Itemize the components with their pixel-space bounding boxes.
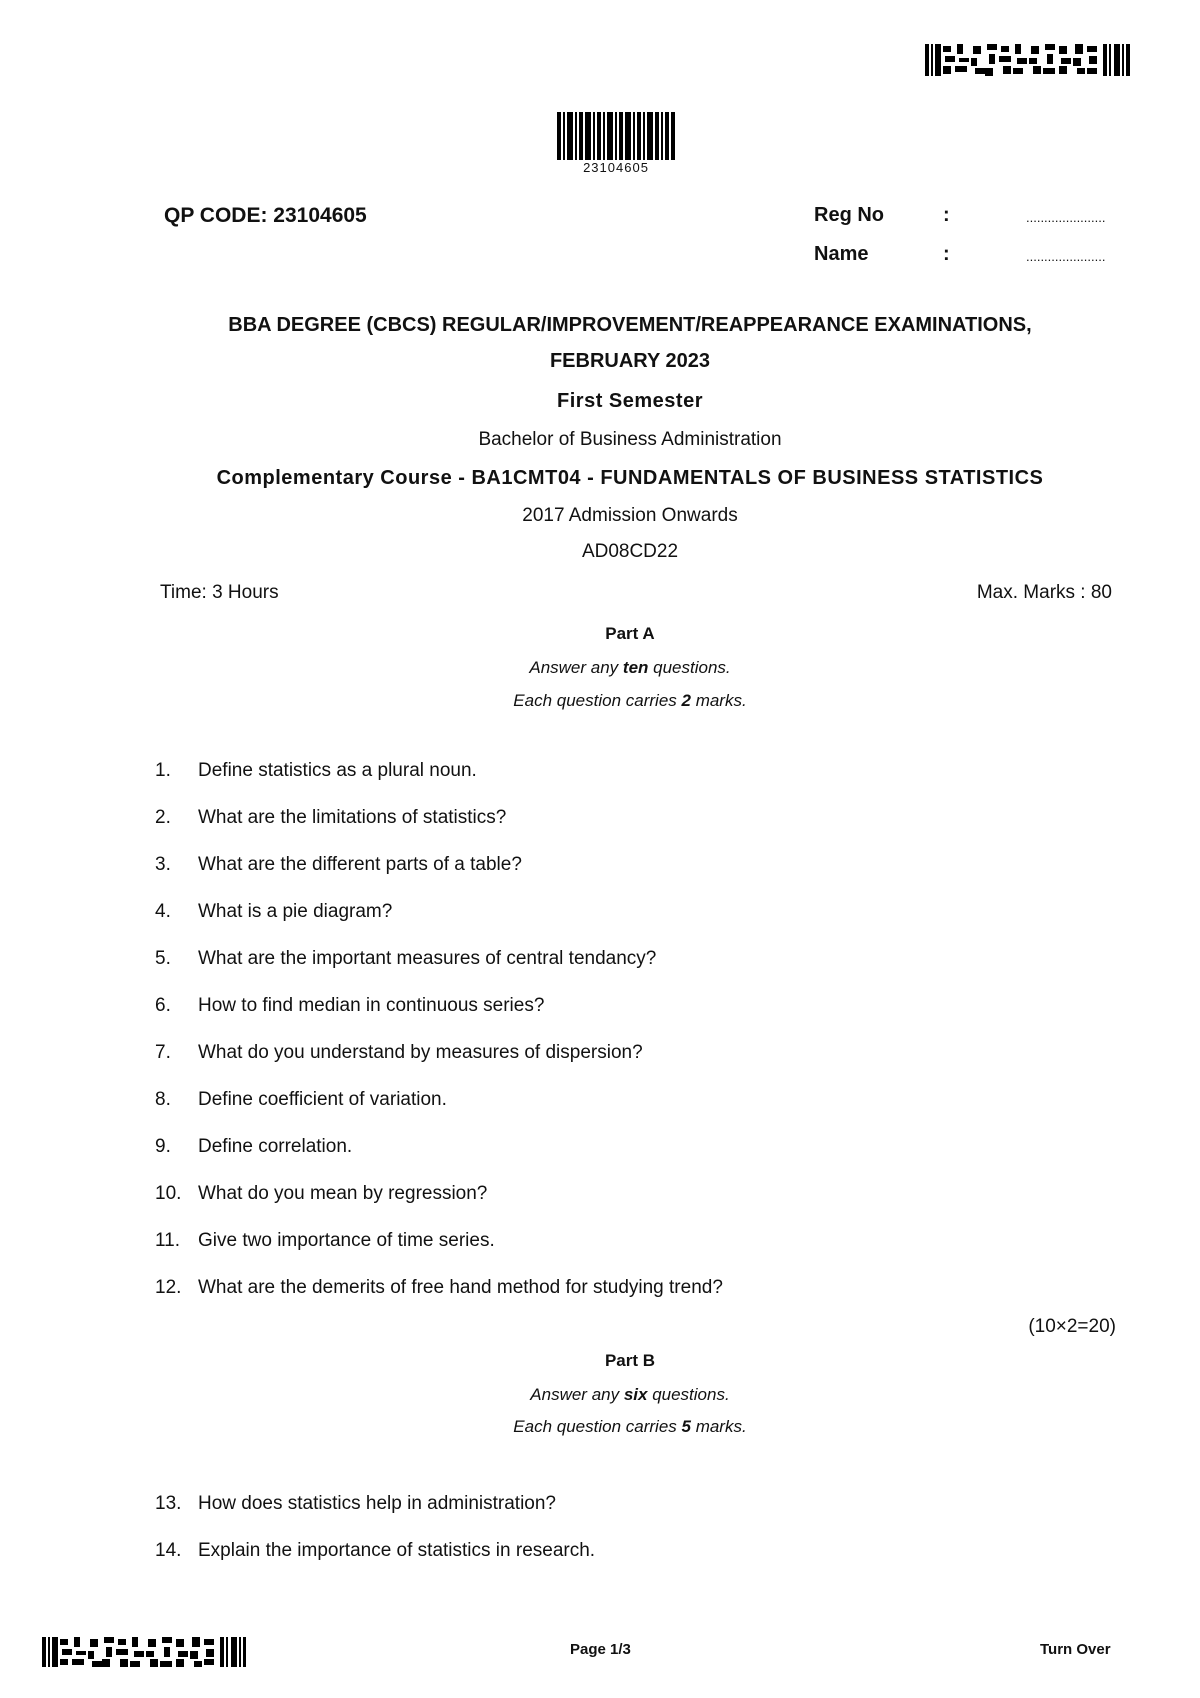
page-number: Page 1/3 bbox=[570, 1641, 631, 1658]
instruction-text: marks. bbox=[690, 691, 747, 710]
instruction-text: questions. bbox=[647, 1385, 730, 1404]
question-item bbox=[155, 1540, 1115, 1562]
question-item bbox=[155, 807, 1115, 829]
barcode-center-graphic bbox=[557, 112, 675, 160]
reg-no-label: Reg No bbox=[814, 204, 884, 226]
question-text: What are the different parts of a table? bbox=[198, 854, 522, 875]
qp-code: QP CODE: 23104605 bbox=[164, 204, 367, 227]
reg-no-colon: : bbox=[943, 204, 950, 226]
exam-time: Time: 3 Hours bbox=[160, 582, 279, 603]
barcode-top-right bbox=[925, 44, 1130, 76]
question-number: 2. bbox=[155, 807, 171, 828]
question-number: 12. bbox=[155, 1277, 182, 1298]
question-text: Define correlation. bbox=[198, 1136, 353, 1157]
part-a-marks-total: (10×2=20) bbox=[1028, 1316, 1116, 1337]
part-b-instruction-1 bbox=[120, 1385, 1140, 1405]
question-text: How does statistics help in administration? bbox=[198, 1493, 557, 1514]
question-number: 9. bbox=[155, 1136, 171, 1157]
barcode-bottom-left-graphic bbox=[42, 1637, 246, 1667]
instruction-text: Each question carries bbox=[513, 1417, 682, 1436]
question-text: Give two importance of time series. bbox=[198, 1230, 495, 1251]
part-a-instruction-1 bbox=[120, 658, 1140, 678]
question-text: What do you mean by regression? bbox=[198, 1183, 488, 1204]
question-text: Define statistics as a plural noun. bbox=[198, 760, 477, 781]
part-a-instruction-2 bbox=[120, 691, 1140, 711]
question-number: 5. bbox=[155, 948, 171, 969]
question-item bbox=[155, 854, 1115, 876]
question-text: What are the important measures of central tendancy? bbox=[198, 948, 657, 969]
max-marks: Max. Marks : 80 bbox=[976, 582, 1112, 603]
question-number: 4. bbox=[155, 901, 171, 922]
question-item bbox=[155, 901, 1115, 923]
instruction-emphasis: ten bbox=[622, 658, 649, 677]
instruction-text: Answer any bbox=[530, 1385, 624, 1404]
instruction-emphasis: 2 bbox=[681, 691, 691, 710]
exam-date: FEBRUARY 2023 bbox=[549, 350, 711, 372]
name-colon: : bbox=[943, 243, 950, 265]
reg-no-field: ...................... bbox=[1026, 210, 1106, 225]
barcode-number: 23104605 bbox=[583, 160, 649, 175]
part-b-heading: Part B bbox=[604, 1351, 656, 1370]
question-number: 14. bbox=[155, 1540, 182, 1561]
question-number: 6. bbox=[155, 995, 171, 1016]
turn-over-note: Turn Over bbox=[1040, 1641, 1111, 1658]
part-a-heading: Part A bbox=[605, 624, 655, 643]
semester: First Semester bbox=[557, 390, 703, 412]
barcode-top-right-graphic bbox=[925, 44, 1130, 76]
name-label: Name bbox=[814, 243, 869, 265]
admission-note: 2017 Admission Onwards bbox=[522, 505, 738, 526]
instruction-text: Each question carries bbox=[513, 691, 682, 710]
question-number: 7. bbox=[155, 1042, 171, 1063]
question-text: What is a pie diagram? bbox=[198, 901, 393, 922]
programme: Bachelor of Business Administration bbox=[478, 429, 782, 450]
question-item bbox=[155, 1136, 1115, 1158]
part-b-instruction-2 bbox=[120, 1417, 1140, 1437]
question-number: 10. bbox=[155, 1183, 182, 1204]
question-item bbox=[155, 1089, 1115, 1111]
exam-code: AD08CD22 bbox=[581, 541, 679, 562]
instruction-text: Answer any bbox=[529, 658, 623, 677]
name-field: ...................... bbox=[1026, 249, 1106, 264]
exam-title: BBA DEGREE (CBCS) REGULAR/IMPROVEMENT/REAPPEARANCE EXAMINATIONS, bbox=[228, 314, 1032, 336]
question-text: What are the demerits of free hand method for studying trend? bbox=[198, 1277, 723, 1298]
question-item bbox=[155, 1042, 1115, 1064]
instruction-emphasis: six bbox=[623, 1385, 648, 1404]
question-number: 3. bbox=[155, 854, 171, 875]
instruction-text: questions. bbox=[648, 658, 731, 677]
question-text: How to find median in continuous series? bbox=[198, 995, 545, 1016]
question-item bbox=[155, 1493, 1115, 1515]
question-number: 13. bbox=[155, 1493, 182, 1514]
question-item bbox=[155, 995, 1115, 1017]
instruction-text: marks. bbox=[690, 1417, 747, 1436]
question-number: 11. bbox=[155, 1230, 181, 1251]
question-number: 1. bbox=[155, 760, 171, 781]
instruction-emphasis: 5 bbox=[681, 1417, 691, 1436]
course-title: Complementary Course - BA1CMT04 - FUNDAMENTALS OF BUSINESS STATISTICS bbox=[216, 467, 1044, 489]
question-item bbox=[155, 1230, 1115, 1252]
question-item bbox=[155, 1277, 1115, 1299]
barcode-bottom-left bbox=[42, 1637, 246, 1667]
question-item bbox=[155, 1183, 1115, 1205]
question-text: Explain the importance of statistics in research. bbox=[198, 1540, 596, 1561]
question-text: What are the limitations of statistics? bbox=[198, 807, 507, 828]
question-number: 8. bbox=[155, 1089, 171, 1110]
barcode-center bbox=[557, 112, 675, 160]
question-text: Define coefficient of variation. bbox=[198, 1089, 447, 1110]
question-text: What do you understand by measures of dispersion? bbox=[198, 1042, 643, 1063]
question-item bbox=[155, 760, 1115, 782]
question-item bbox=[155, 948, 1115, 970]
